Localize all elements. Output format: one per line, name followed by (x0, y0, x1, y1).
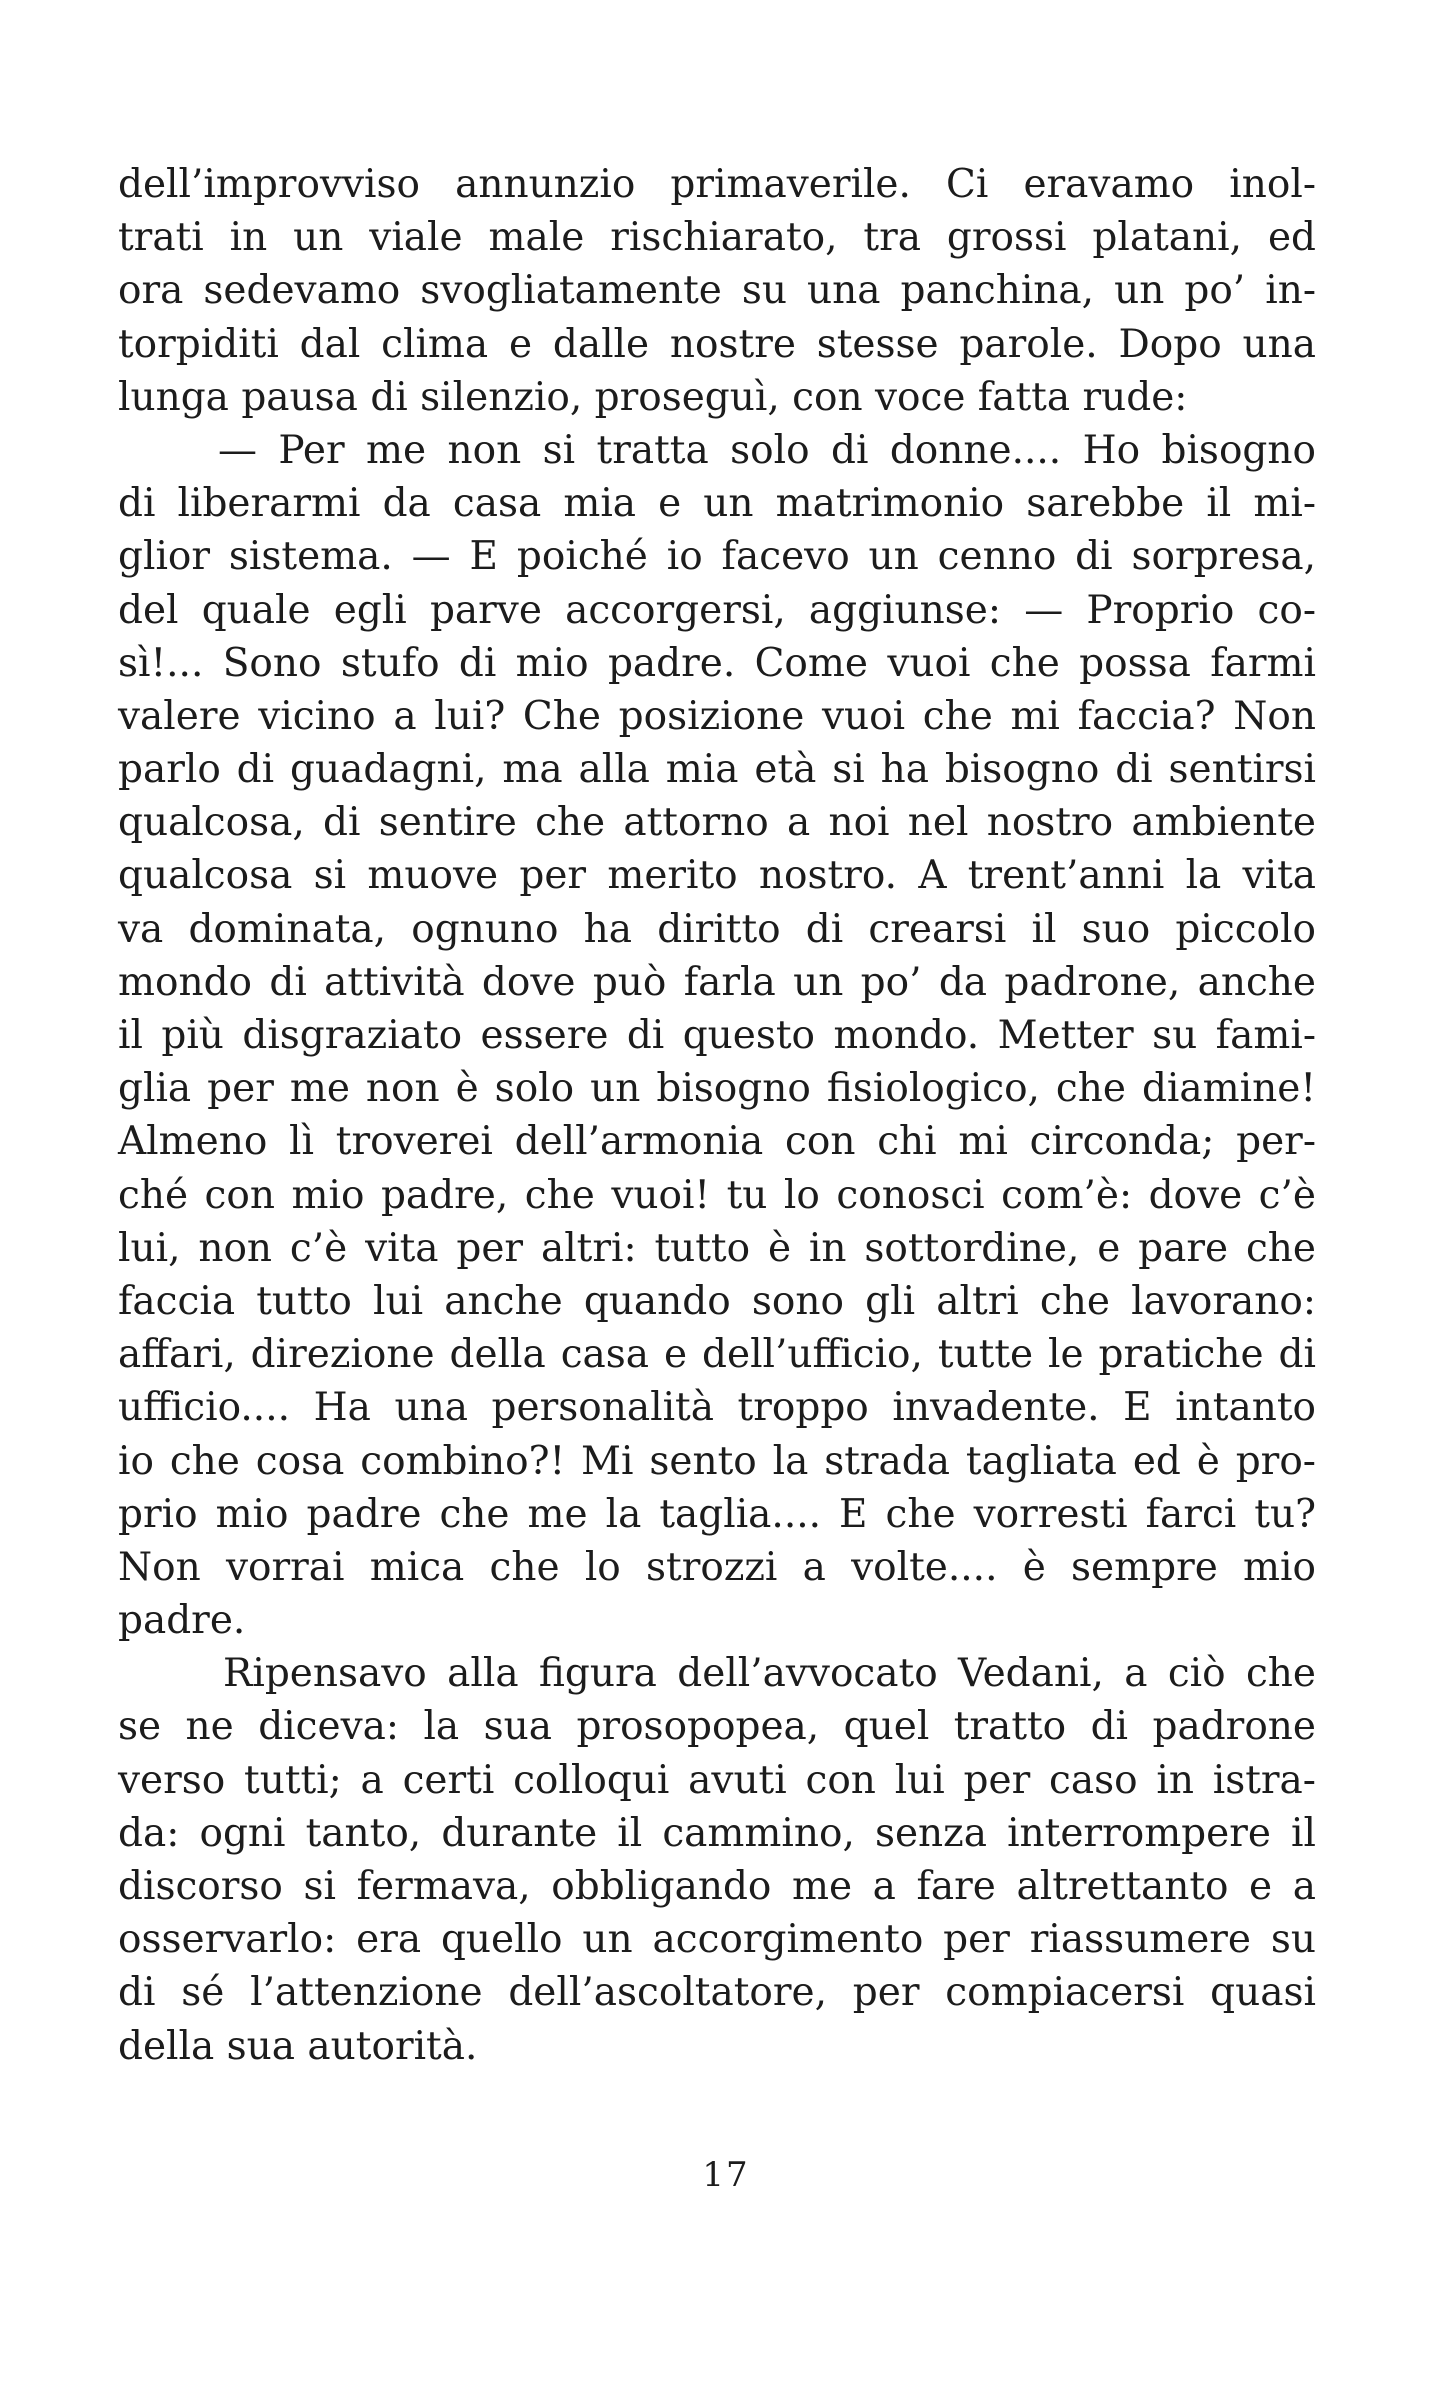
text-line: prio mio padre che me la taglia.... E che vorresti farci tu? (118, 1491, 1316, 1537)
text-line: della sua autorità. (118, 2023, 478, 2069)
text-line: glia per me non è solo un bisogno fisiologico, che diamine! (118, 1066, 1316, 1112)
text-line: Non vorrai mica che lo strozzi a volte.... è sempre mio (118, 1544, 1316, 1590)
text-line: mondo di attività dove può farla un po’ da padrone, anche (118, 959, 1316, 1005)
text-line: Ripensavo alla figura dell’avvocato Vedani, a ciò che (223, 1651, 1316, 1697)
text-line: affari, direzione della casa e dell’ufficio, tutte le pratiche di (118, 1332, 1316, 1378)
text-line: osservarlo: era quello un accorgimento per riassumere su (118, 1917, 1316, 1963)
text-line: il più disgraziato essere di questo mondo. Metter su fami- (118, 1013, 1316, 1058)
text-line: da: ogni tanto, durante il cammino, senza interrompere il (118, 1810, 1316, 1856)
text-line: Almeno lì troverei dell’armonia con chi mi circonda; per- (118, 1119, 1316, 1165)
text-line: sì!... Sono stufo di mio padre. Come vuoi che possa farmi (118, 640, 1316, 686)
text-line: dell’improvviso annunzio primaverile. Ci eravamo inol- (118, 162, 1316, 207)
text-line: parlo di guadagni, ma alla mia età si ha bisogno di sentirsi (118, 747, 1316, 793)
text-line: padre. (118, 1598, 246, 1644)
body-text (118, 158, 1316, 2073)
text-line: io che cosa combino?! Mi sento la strada tagliata ed è pro- (118, 1438, 1316, 1484)
text-line: lunga pausa di silenzio, proseguì, con voce fatta rude: (118, 374, 1188, 420)
text-line: va dominata, ognuno ha diritto di crearsi il suo piccolo (118, 906, 1316, 952)
text-line: di liberarmi da casa mia e un matrimonio sarebbe il mi- (118, 481, 1316, 527)
text-line: qualcosa si muove per merito nostro. A trent’anni la vita (118, 853, 1316, 899)
text-line: se ne diceva: la sua prosopopea, quel tratto di padrone (118, 1704, 1316, 1750)
text-line: faccia tutto lui anche quando sono gli altri che lavorano: (118, 1278, 1316, 1324)
page-number: 17 (702, 2155, 750, 2195)
text-line: — Per me non si tratta solo di donne.... Ho bisogno (218, 427, 1316, 473)
text-line: ché con mio padre, che vuoi! tu lo conosci com’è: dove c’è (118, 1172, 1316, 1218)
text-line: torpiditi dal clima e dalle nostre stesse parole. Dopo una (118, 321, 1316, 367)
text-line: lui, non c’è vita per altri: tutto è in sottordine, e pare che (118, 1225, 1316, 1271)
text-line: ora sedevamo svogliatamente su una panchina, un po’ in- (118, 268, 1316, 314)
text-line: discorso si fermava, obbligando me a fare altrettanto e a (118, 1864, 1316, 1909)
text-line: ufficio.... Ha una personalità troppo invadente. E intanto (118, 1385, 1316, 1431)
text-line: glior sistema. — E poiché io facevo un cenno di sorpresa, (118, 534, 1316, 580)
text-line: qualcosa, di sentire che attorno a noi nel nostro ambiente (118, 800, 1316, 846)
text-line: di sé l’attenzione dell’ascoltatore, per compiacersi quasi (118, 1970, 1316, 2016)
text-line: del quale egli parve accorgersi, aggiunse: — Proprio co- (118, 587, 1316, 633)
text-line: trati in un viale male rischiarato, tra grossi platani, ed (118, 215, 1316, 261)
text-line: valere vicino a lui? Che posizione vuoi che mi faccia? Non (118, 693, 1316, 739)
text-line: verso tutti; a certi colloqui avuti con lui per caso in istra- (118, 1757, 1316, 1803)
